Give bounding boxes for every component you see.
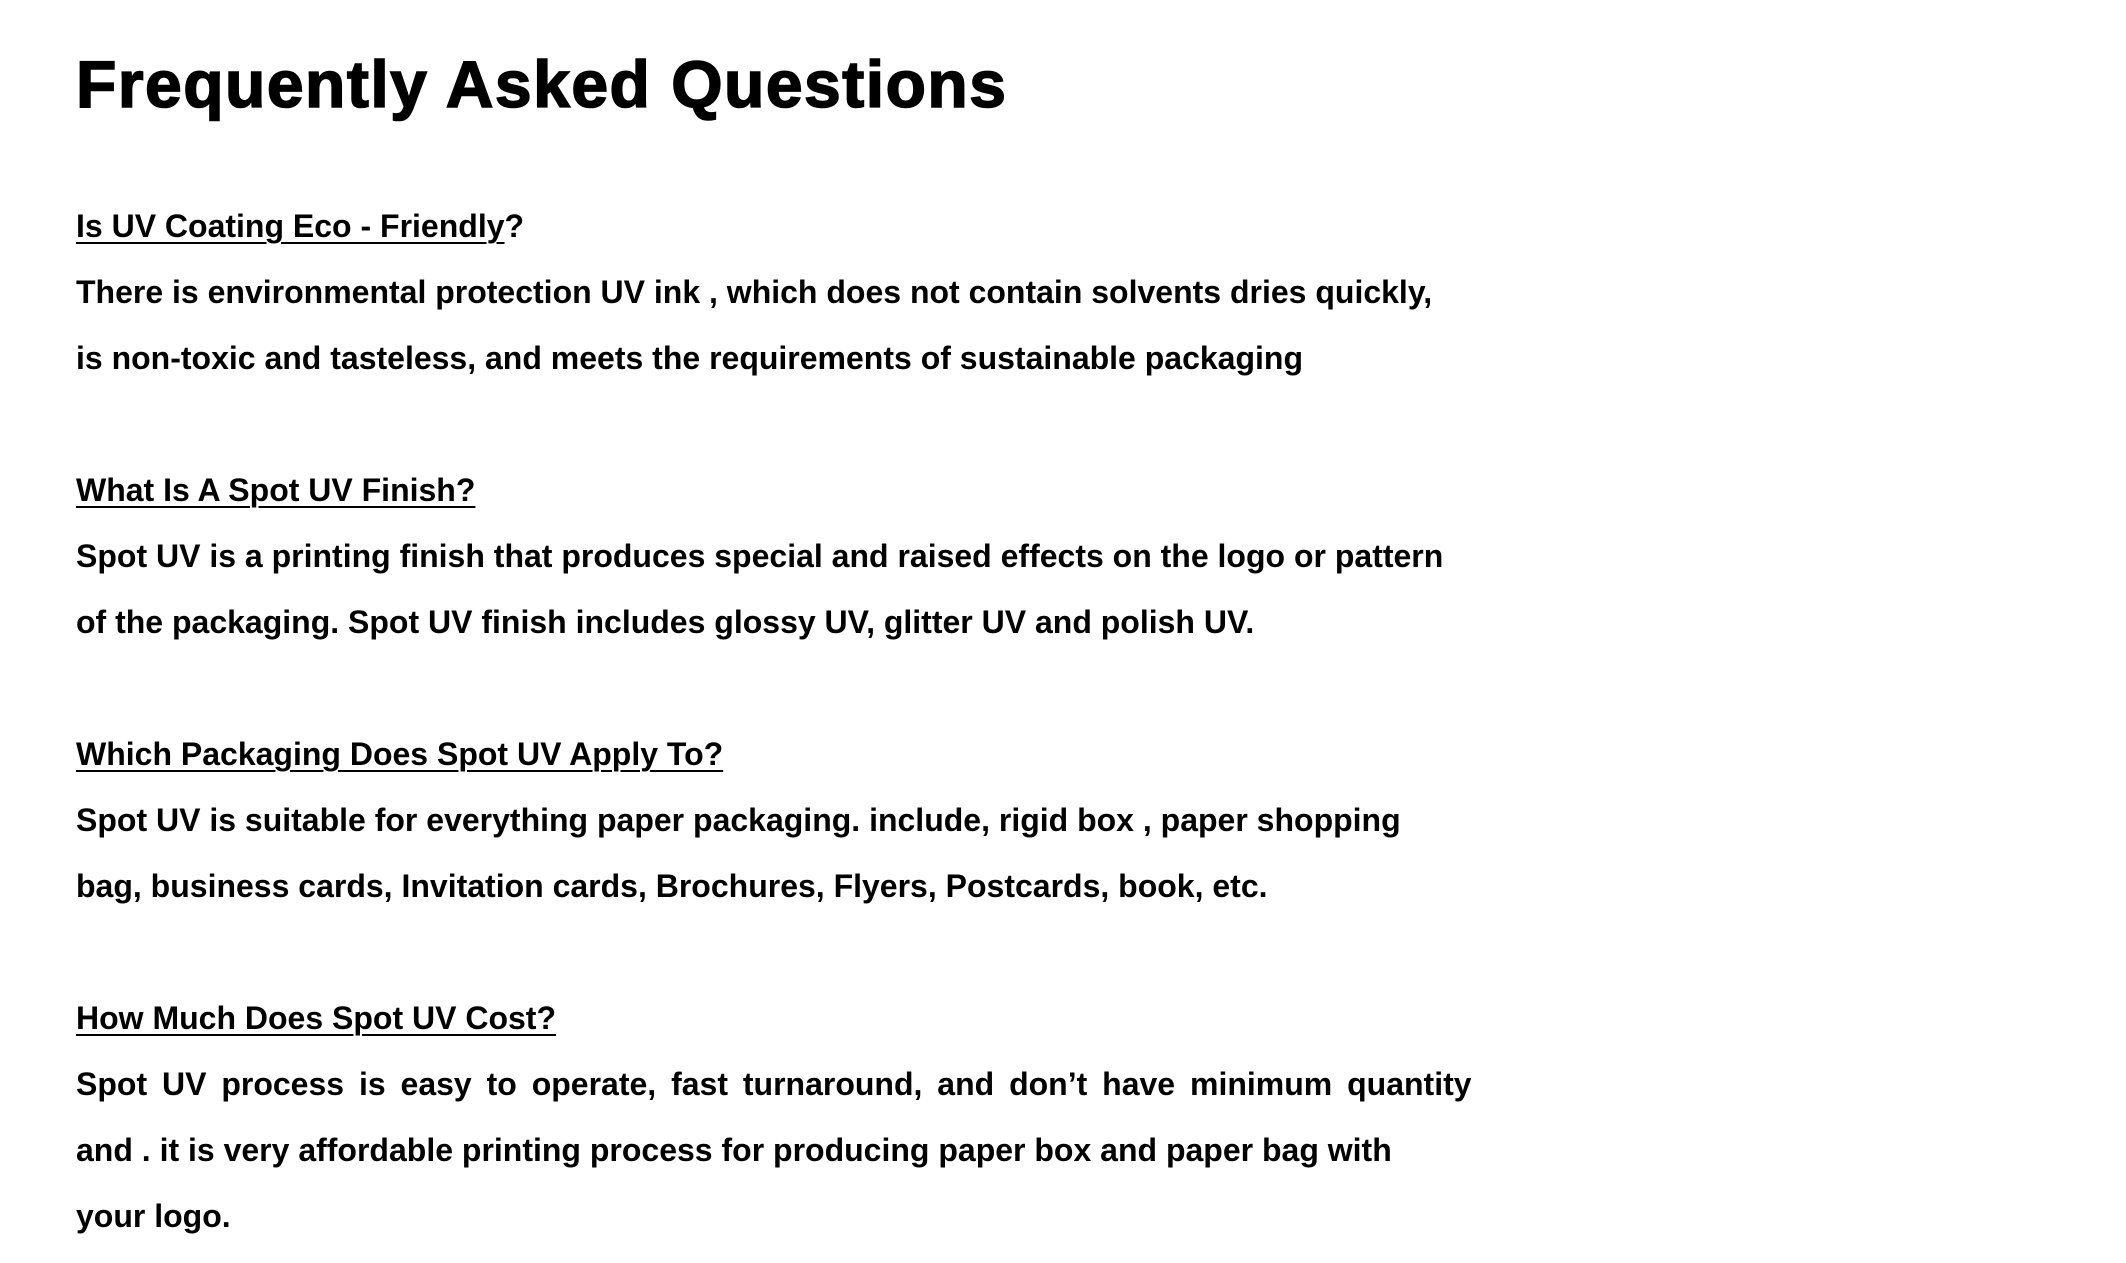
faq-answer-line: Spot UV process is easy to operate, fast turnaround, and don’t have minimum quantity	[76, 1066, 1472, 1102]
faq-answer-line: Spot UV is a printing finish that produces special and raised effects on the logo or pattern	[76, 538, 1444, 574]
faq-question	[76, 721, 1596, 787]
faq-answer-line: is non-toxic and tasteless, and meets the requirements of sustainable packaging	[76, 340, 1303, 376]
faq-question	[76, 457, 1596, 523]
page-title: Frequently Asked Questions	[76, 47, 1008, 121]
faq-answer-line: and . it is very affordable printing process for producing paper box and paper bag with	[76, 1132, 1392, 1168]
faq-answer-line: bag, business cards, Invitation cards, Brochures, Flyers, Postcards, book, etc.	[76, 868, 1268, 904]
faq-question	[76, 193, 1596, 259]
faq-item-packaging	[76, 721, 1596, 919]
faq-answer-line: your logo.	[76, 1198, 231, 1234]
faq-question	[76, 985, 1596, 1051]
faq-question-text: How Much Does Spot UV Cost?	[76, 1000, 556, 1036]
faq-answer-line: There is environmental protection UV ink , which does not contain solvents dries quickly,	[76, 274, 1433, 310]
faq-question-text: What Is A Spot UV Finish?	[76, 472, 476, 508]
faq-question-mark: ?	[504, 208, 525, 244]
faq-question-text: Which Packaging Does Spot UV Apply To?	[76, 736, 724, 772]
faq-item-cost	[76, 985, 1596, 1249]
faq-item-spot-uv-finish	[76, 457, 1596, 655]
faq-question-text: Is UV Coating Eco - Friendly	[76, 208, 505, 244]
faq-answer-line: of the packaging. Spot UV finish includes glossy UV, glitter UV and polish UV.	[76, 604, 1255, 640]
faq-answer-line: Spot UV is suitable for everything paper packaging. include, rigid box , paper shopping	[76, 802, 1401, 838]
faq-item-eco-friendly	[76, 193, 1596, 391]
